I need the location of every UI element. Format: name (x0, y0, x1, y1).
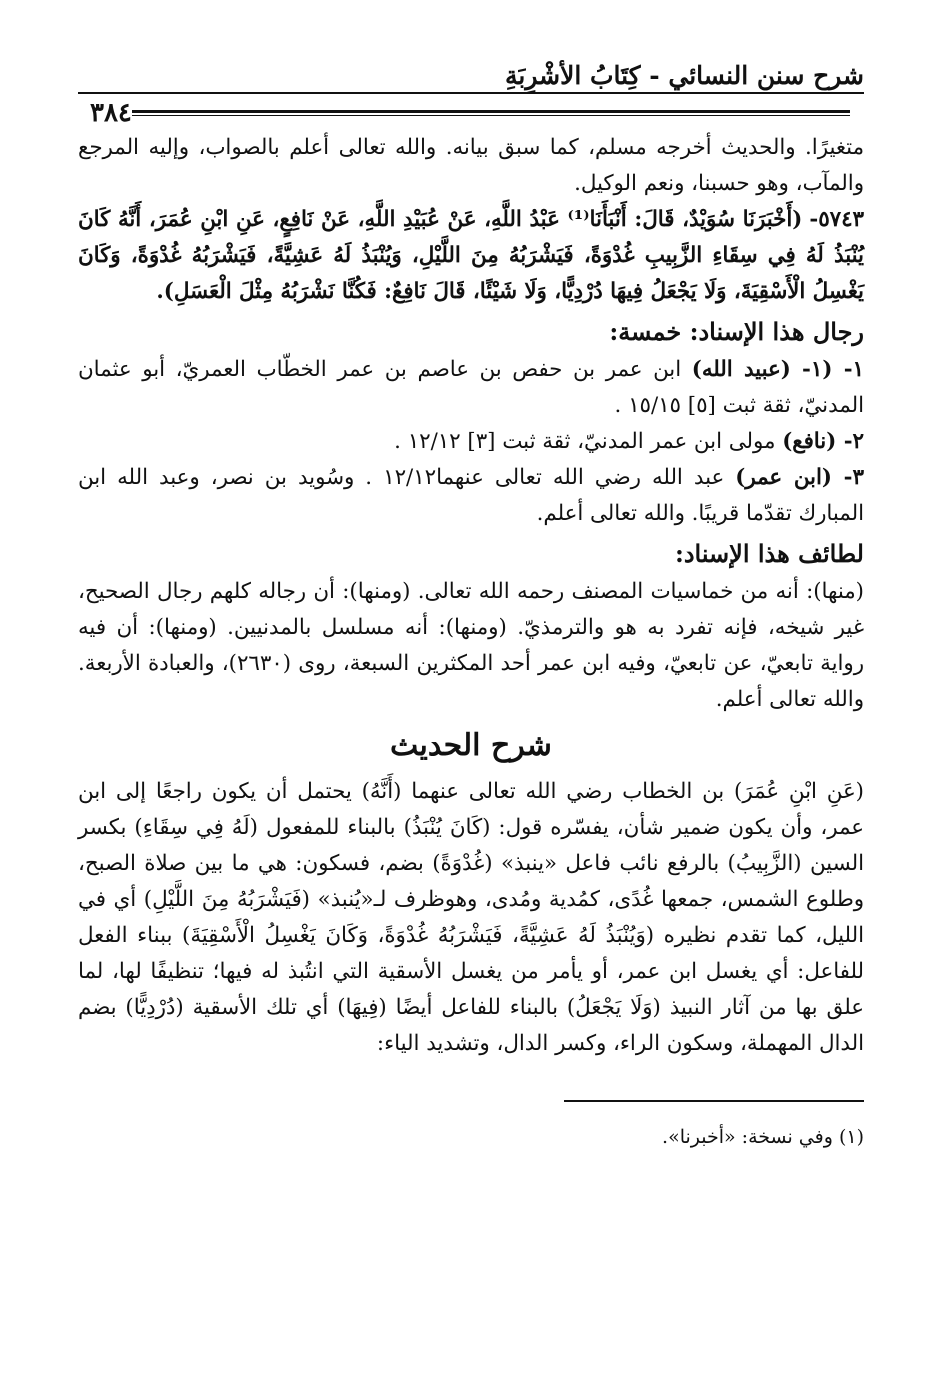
narrator-text: مولى ابن عمر المدنيّ، ثقة ثبت [٣] ١٢/١٢ . (394, 429, 776, 454)
narrator-text: ابن عمر بن حفص بن عاصم بن عمر الخطّاب العمريّ، أبو عثمان المدنيّ، ثقة ثبت [٥] ١٥/١٥ . (78, 357, 864, 418)
header-rule-short (792, 110, 850, 116)
narrator-item (78, 460, 864, 532)
narrator-item (78, 352, 864, 424)
intro-paragraph: متغيرًا. والحديث أخرجه مسلم، كما سبق بيانه. والله تعالى أعلم بالصواب، وإليه المرجع والمآب، وهو حسبنا، ونعم الوكيل. (78, 135, 864, 196)
narrator-label: ٢- (نافع) (782, 429, 864, 454)
narrator-label: ١- (١- (عبيد الله) (691, 357, 864, 382)
narrator-label: ٣- (ابن عمر) (735, 465, 864, 490)
subtleties-heading: لطائف هذا الإسناد: (674, 539, 864, 568)
footnote-separator (564, 1100, 864, 1102)
narrator-item (78, 424, 864, 460)
commentary-heading: شرح الحديث (390, 728, 552, 763)
footnote: (١) وفي نسخة: «أخبرنا». (662, 1126, 864, 1148)
hadith-paragraph (78, 202, 864, 310)
header-rule (132, 110, 792, 116)
commentary-paragraph: (عَنِ ابْنِ عُمَرَ) بن الخطاب رضي الله تعالى عنهما (أَنَّهُ) يحتمل أن يكون راجعًا إلى ابن عمر، وأن يكون ضمير شأن، يفسّره قول: (كَانَ يُنْبَذُ) بالبناء للمفعول (لَهُ فِي سِقَاءِ) بكسر السين (الزَّبِيبُ) بالرفع نائب فاعل «ينبذ» (غُدْوَةً) بضم، فسكون: هي ما بين صلاة الصبح، وطلوع الشمس، جمعها غُدًى، كمُدية ومُدى، وهوظرف لـ«يُنبذ» (فَيَشْرَبُهُ مِنَ اللَّيْلِ) أي في الليل، كما تقدم نظيره (وَيُنْبَذُ لَهُ عَشِيَّةً، فَيَشْرَبُهُ غُدْوَةً، وَكَانَ يَغْسِلُ الْأَسْقِيَةَ) ببناء الفعل للفاعل: أي يغسل ابن عمر، أو يأمر من يغسل الأسقية التي انتُبذ له فيها؛ تنظيفًا لها، لما علق بها من آثار النبيذ (وَلَا يَجْعَلُ) بالبناء للفاعل أيضًا (فِيهَا) أي تلك الأسقية (دُرْدِيًّا) بضم الدال المهملة، وسكون الراء، وكسر الدال، وتشديد الياء: (78, 779, 864, 1056)
hadith-text: (أَخْبَرَنَا سُوَيْدٌ، قَالَ: أَنْبَأَنَا⁽¹⁾ عَبْدُ اللَّهِ، عَنْ عُبَيْدِ اللَّهِ، عَنْ نَافِعٍ، عَنِ ابْنِ عُمَرَ، أَنَّهُ كَانَ يُنْبَذُ لَهُ فِي سِقَاءِ الزَّبِيبِ غُدْوَةً، فَيَشْرَبُهُ مِنَ اللَّيْلِ، وَيُنْبَذُ لَهُ عَشِيَّةً، فَيَشْرَبُهُ غُدْوَةً، وَكَانَ يَغْسِلُ الْأَسْقِيَةَ، وَلَا يَجْعَلُ فِيهَا دُرْدِيًّا، وَلَا شَيْئًا، قَالَ نَافِعٌ: فَكُنَّا نَشْرَبُهُ مِثْلَ الْعَسَلِ). (78, 207, 864, 304)
subtleties-paragraph: (منها): أنه من خماسيات المصنف رحمه الله تعالى. (ومنها): أن رجاله كلهم رجال الصحيح، غير شيخه، فإنه تفرد به هو والترمذيّ. (ومنها): أنه مسلسل بالمدنيين. (ومنها): أن فيه رواية تابعيّ، عن تابعيّ، وفيه ابن عمر أحد المكثرين السبعة، روى (٢٦٣٠)، والعبادة الأربعة. والله تعالى أعلم. (78, 579, 864, 712)
narrator-text: عبد الله رضي الله تعالى عنهما١٢/١٢ . وسُويد بن نصر، وعبد الله ابن المبارك تقدّما قريبًا. والله تعالى أعلم. (78, 465, 864, 526)
running-header (78, 50, 864, 94)
hadith-number: ٥٧٤٣- (809, 207, 864, 232)
page (78, 50, 864, 1152)
narrators-heading: رجال هذا الإسناد: خمسة: (609, 317, 864, 346)
page-number-row (78, 96, 864, 130)
running-title: شرح سنن النسائي - كِتَابُ الأشْرِبَةِ (504, 61, 864, 90)
page-number: ٣٨٤ (90, 98, 132, 128)
